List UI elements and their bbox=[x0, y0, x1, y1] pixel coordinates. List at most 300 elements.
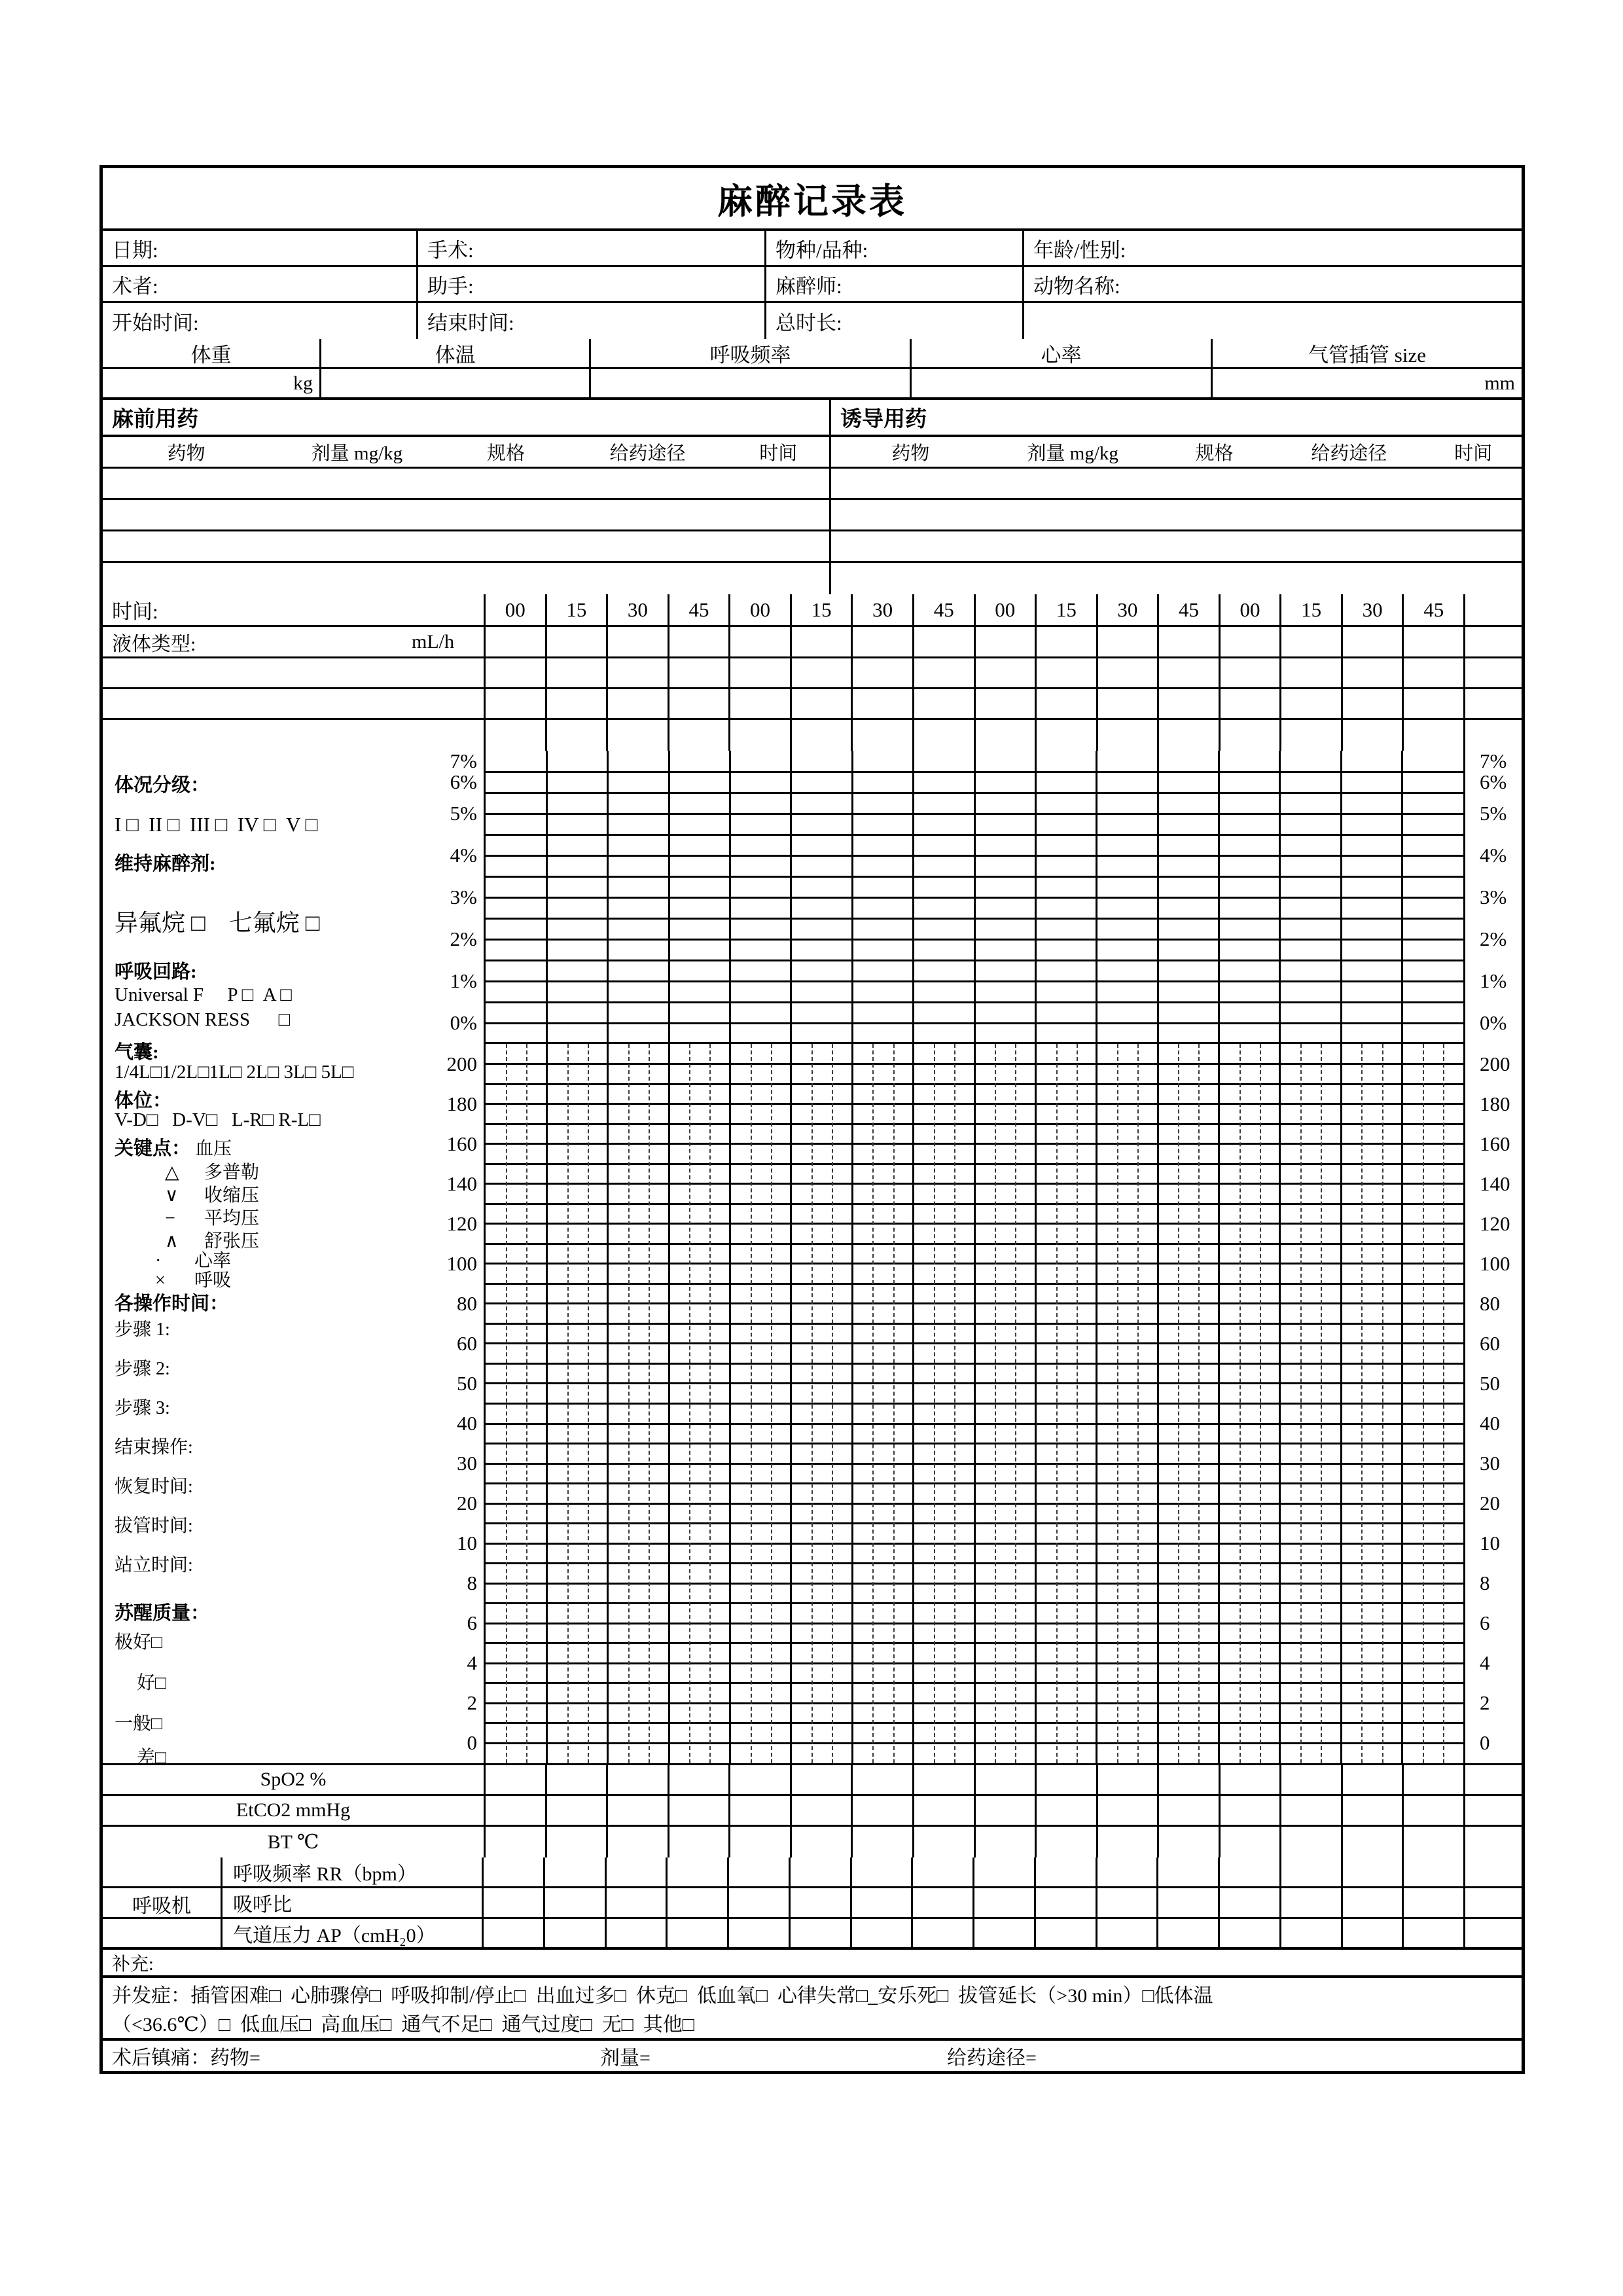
fluid-entry-cell[interactable] bbox=[1096, 627, 1158, 656]
monitor-entry-cell[interactable] bbox=[1463, 1765, 1522, 1794]
monitor-entry-cell[interactable] bbox=[1279, 1796, 1341, 1825]
fluid-entry-cell[interactable] bbox=[545, 689, 607, 718]
ventilator-entry-cell[interactable] bbox=[482, 1919, 543, 1947]
ventilator-entry-cell[interactable] bbox=[1463, 1919, 1522, 1947]
supplement-row[interactable] bbox=[103, 1950, 1522, 1978]
premed-entry-cell[interactable] bbox=[103, 469, 829, 498]
ventilator-entry-cell[interactable] bbox=[911, 1888, 972, 1917]
ventilator-entry-cell[interactable] bbox=[1218, 1888, 1279, 1917]
info-field[interactable]: 物种/品种: bbox=[764, 231, 1022, 265]
ventilator-entry-cell[interactable] bbox=[1096, 1857, 1157, 1886]
monitor-entry-cell[interactable] bbox=[1219, 1765, 1280, 1794]
grid-subline bbox=[689, 1044, 690, 1763]
ventilator-entry-cell[interactable] bbox=[789, 1857, 850, 1886]
monitor-entry-cell[interactable] bbox=[1279, 1765, 1341, 1794]
monitor-entry-cell[interactable] bbox=[1341, 1765, 1402, 1794]
ventilator-entry-cell[interactable] bbox=[789, 1888, 850, 1917]
sidebar-field-label: 步骤 2: bbox=[115, 1359, 170, 1379]
med-column-header: 剂量 mg/kg bbox=[311, 443, 403, 464]
ventilator-entry-cell[interactable] bbox=[1341, 1919, 1402, 1947]
info-field[interactable]: 助手: bbox=[416, 267, 764, 301]
fluid-entry-cell[interactable] bbox=[1096, 720, 1158, 751]
monitor-entry-cell[interactable] bbox=[1279, 1827, 1341, 1857]
premed-entry-cell[interactable] bbox=[103, 563, 829, 594]
fluid-entry-cell[interactable] bbox=[974, 689, 1035, 718]
sidebar-checkbox-row[interactable]: JACKSON RESS □ bbox=[115, 1009, 291, 1030]
axis-tick-label: 2 bbox=[467, 1691, 477, 1715]
monitor-entry-cell[interactable] bbox=[974, 1827, 1035, 1857]
grid-subline bbox=[1260, 1044, 1261, 1763]
complications-line2: （<36.6℃）□ 低血压□ 高血压□ 通气不足□ 通气过度□ 无□ 其他□ bbox=[112, 2014, 694, 2036]
fluid-entry-cell[interactable] bbox=[1035, 627, 1096, 656]
tube-size-entry-cell[interactable]: mm bbox=[1211, 369, 1522, 397]
postop-drug-label: 术后镇痛：药物= bbox=[112, 2047, 260, 2069]
complications-row[interactable] bbox=[103, 1978, 1522, 2041]
complications-line1: 并发症：插管困难□ 心肺骤停□ 呼吸抑制/停止□ 出血过多□ 休克□ 低血氧□ 心律失常□_安乐死□ 拔管延长（>30 min）□低体温 bbox=[112, 1985, 1213, 2007]
monitor-row-label: BT ℃ bbox=[267, 1831, 319, 1853]
monitor-entry-cell[interactable] bbox=[1157, 1765, 1219, 1794]
sidebar-heading: 体位： bbox=[115, 1090, 172, 1111]
vital-signs-grid[interactable] bbox=[484, 1044, 1465, 1763]
vitals-header: 气管插管 size bbox=[1211, 339, 1522, 367]
fluid-entry-cell[interactable] bbox=[1157, 627, 1219, 656]
fluid-entry-cell[interactable] bbox=[790, 689, 851, 718]
time-tick: 30 bbox=[851, 594, 912, 625]
monitor-entry-cell[interactable] bbox=[851, 1765, 912, 1794]
legend-symbol-icon: ∧ bbox=[165, 1231, 179, 1251]
fluid-entry-cell[interactable] bbox=[974, 658, 1035, 687]
med-column-header: 规格 bbox=[487, 443, 526, 464]
induction-entry-cell[interactable] bbox=[829, 469, 1522, 498]
ventilator-entry-cell[interactable] bbox=[1218, 1857, 1279, 1886]
chart-left-scales bbox=[103, 751, 484, 1763]
info-field[interactable]: 日期: bbox=[112, 238, 158, 262]
fluid-entry-cell[interactable] bbox=[1402, 720, 1463, 751]
info-field[interactable]: 总时长: bbox=[764, 303, 1022, 339]
monitor-entry-cell[interactable] bbox=[1219, 1796, 1280, 1825]
fluid-entry-cell[interactable] bbox=[1463, 658, 1522, 687]
sidebar-checkbox-row[interactable]: 1/4L□1/2L□1L□ 2L□ 3L□ 5L□ bbox=[115, 1062, 354, 1083]
fluid-entry-cell[interactable] bbox=[790, 658, 851, 687]
ventilator-entry-cell[interactable] bbox=[1279, 1857, 1341, 1886]
fluid-entry-cell[interactable] bbox=[728, 720, 790, 751]
monitor-entry-cell[interactable] bbox=[668, 1765, 729, 1794]
ventilator-entry-cell[interactable] bbox=[1034, 1919, 1096, 1947]
monitor-entry-cell[interactable] bbox=[912, 1796, 974, 1825]
info-row bbox=[103, 231, 1522, 267]
med-column-header: 规格 bbox=[1195, 443, 1234, 464]
grid-subline bbox=[1015, 1044, 1016, 1763]
fluid-entry-cell[interactable] bbox=[1157, 658, 1219, 687]
ventilator-entry-cell[interactable] bbox=[1341, 1857, 1402, 1886]
ventilator-entry-cell[interactable] bbox=[789, 1919, 850, 1947]
sidebar-checkbox-row[interactable]: Universal F P □ A □ bbox=[115, 984, 292, 1005]
grid-line bbox=[607, 1044, 609, 1763]
axis-tick-label: 120 bbox=[1480, 1211, 1510, 1235]
fluid-entry-cell[interactable] bbox=[912, 689, 974, 718]
sidebar-field-label: ∧ 舒张压 bbox=[165, 1231, 260, 1251]
monitor-entry-cell[interactable] bbox=[1157, 1796, 1219, 1825]
grid-line bbox=[1096, 751, 1097, 1042]
monitor-entry-cell[interactable] bbox=[1463, 1796, 1522, 1825]
vitals-header: 心率 bbox=[910, 339, 1211, 367]
vitals-entry-cell[interactable] bbox=[319, 369, 589, 397]
fluid-entry-cell[interactable] bbox=[606, 658, 668, 687]
monitor-entry-cell[interactable] bbox=[545, 1765, 607, 1794]
fluid-entry-cell[interactable] bbox=[1279, 689, 1341, 718]
grid-line bbox=[1279, 1044, 1281, 1763]
ventilator-entry-cell[interactable] bbox=[972, 1888, 1034, 1917]
monitor-entry-cell[interactable] bbox=[1157, 1827, 1219, 1857]
fluid-entry-cell[interactable] bbox=[668, 720, 729, 751]
sidebar-checkbox-row[interactable]: 好□ bbox=[137, 1673, 166, 1693]
fluid-entry-cell[interactable] bbox=[545, 720, 607, 751]
ventilator-entry-cell[interactable] bbox=[666, 1888, 727, 1917]
ventilator-entry-cell[interactable] bbox=[1463, 1857, 1522, 1886]
monitor-entry-cell[interactable] bbox=[606, 1765, 668, 1794]
sidebar-checkbox-row[interactable]: 异氟烷 □ 七氟烷 □ bbox=[115, 910, 320, 936]
ventilator-entry-cell[interactable] bbox=[1034, 1888, 1096, 1917]
grid-line bbox=[974, 751, 976, 1042]
ventilator-param-label: 呼吸频率 RR（bpm） bbox=[221, 1857, 482, 1886]
ventilator-entry-cell[interactable] bbox=[1096, 1919, 1157, 1947]
postop-route-label: 给药途径= bbox=[947, 2047, 1037, 2069]
sidebar-heading: 呼吸回路: bbox=[115, 961, 197, 982]
ventilator-entry-cell[interactable] bbox=[543, 1919, 605, 1947]
vitals-entry-cell[interactable] bbox=[910, 369, 1211, 397]
grid-subline bbox=[954, 1044, 955, 1763]
fluid-entry-cell[interactable] bbox=[851, 689, 912, 718]
monitor-entry-cell[interactable] bbox=[790, 1827, 851, 1857]
ventilator-entry-cell[interactable] bbox=[850, 1919, 912, 1947]
grid-line bbox=[912, 1044, 914, 1763]
monitor-entry-cell[interactable] bbox=[484, 1796, 545, 1825]
medication-entry-row bbox=[103, 500, 1522, 531]
ventilator-label: 呼吸机 bbox=[132, 1895, 191, 1917]
fluid-entry-cell[interactable] bbox=[790, 627, 851, 656]
fluid-entry-cell[interactable] bbox=[1402, 627, 1463, 656]
fluid-entry-cell[interactable] bbox=[1279, 720, 1341, 751]
induction-columns bbox=[829, 437, 1522, 467]
induction-entry-cell[interactable] bbox=[829, 531, 1522, 561]
monitor-entry-cell[interactable] bbox=[974, 1796, 1035, 1825]
anesthetic-percent-grid[interactable] bbox=[484, 751, 1465, 1044]
fluid-entry-cell[interactable] bbox=[728, 689, 790, 718]
fluid-entry-cell[interactable] bbox=[1035, 720, 1096, 751]
fluid-entry-cell[interactable] bbox=[1219, 689, 1280, 718]
fluid-entry-cell[interactable] bbox=[1341, 689, 1402, 718]
grid-subline bbox=[709, 1044, 711, 1763]
ventilator-entry-cell[interactable] bbox=[850, 1857, 912, 1886]
ventilator-entry-cell[interactable] bbox=[1341, 1888, 1402, 1917]
fluid-entry-cell[interactable] bbox=[851, 720, 912, 751]
sidebar-checkbox-row[interactable]: 极好□ bbox=[115, 1632, 162, 1653]
ventilator-entry-cell[interactable] bbox=[666, 1857, 727, 1886]
monitor-entry-cell[interactable] bbox=[1035, 1765, 1096, 1794]
fluid-entry-cell[interactable] bbox=[1463, 720, 1522, 751]
grid-line bbox=[912, 751, 914, 1042]
fluid-entry-cell[interactable] bbox=[1341, 627, 1402, 656]
ventilator-entry-cell[interactable] bbox=[1279, 1888, 1341, 1917]
ventilator-entry-cell[interactable] bbox=[911, 1857, 972, 1886]
fluid-entry-cell[interactable] bbox=[851, 627, 912, 656]
ventilator-entry-cell[interactable] bbox=[727, 1919, 789, 1947]
ventilator-entry-cell[interactable] bbox=[972, 1857, 1034, 1886]
monitor-entry-cell[interactable] bbox=[545, 1827, 607, 1857]
fluid-entry-cell[interactable] bbox=[1157, 720, 1219, 751]
fluid-entry-cell[interactable] bbox=[606, 720, 668, 751]
info-field[interactable]: 手术: bbox=[416, 231, 764, 265]
fluid-entry-cell[interactable] bbox=[484, 720, 545, 751]
ventilator-entry-cell[interactable] bbox=[605, 1857, 666, 1886]
sidebar-checkbox-row[interactable]: 一般□ bbox=[115, 1713, 162, 1734]
fluid-entry-cell[interactable] bbox=[1402, 689, 1463, 718]
info-field[interactable] bbox=[1022, 303, 1522, 339]
axis-tick-label: 6 bbox=[467, 1611, 477, 1635]
medication-entry-rows bbox=[103, 469, 1522, 594]
fluid-entry-cell[interactable] bbox=[1096, 689, 1158, 718]
axis-tick-label: 20 bbox=[457, 1492, 477, 1515]
fluid-entry-cell[interactable] bbox=[851, 658, 912, 687]
sidebar-field-label: × 呼吸 bbox=[155, 1270, 232, 1291]
ventilator-entry-cell[interactable] bbox=[482, 1888, 543, 1917]
grid-line bbox=[1340, 751, 1342, 1042]
fluid-entry-cell[interactable] bbox=[484, 689, 545, 718]
axis-tick-label: 1% bbox=[1480, 969, 1507, 992]
monitor-entry-cell[interactable] bbox=[728, 1765, 790, 1794]
sidebar-checkbox-row[interactable]: I □ II □ III □ IV □ V □ bbox=[115, 813, 318, 836]
ventilator-entry-cell[interactable] bbox=[605, 1919, 666, 1947]
fluid-entry-cell[interactable] bbox=[606, 627, 668, 656]
fluid-entry-cell[interactable] bbox=[912, 720, 974, 751]
monitor-entry-cell[interactable] bbox=[1402, 1827, 1463, 1857]
medication-entry-row bbox=[103, 469, 1522, 500]
grid-line bbox=[607, 751, 609, 1042]
axis-tick-label: 0% bbox=[450, 1011, 477, 1034]
fluid-entry-cell[interactable] bbox=[668, 689, 729, 718]
axis-tick-label: 180 bbox=[1480, 1092, 1510, 1115]
info-field[interactable]: 结束时间: bbox=[416, 303, 764, 339]
axis-tick-label: 200 bbox=[1480, 1052, 1510, 1075]
vitals-header: 呼吸频率 bbox=[589, 339, 910, 367]
fluid-entry-cell[interactable] bbox=[974, 627, 1035, 656]
grid-subline bbox=[506, 1044, 507, 1763]
ventilator-entry-cell[interactable] bbox=[543, 1888, 605, 1917]
ventilator-entry-cell[interactable] bbox=[482, 1857, 543, 1886]
axis-tick-label: 0% bbox=[1480, 1011, 1507, 1034]
weight-entry-cell[interactable]: kg bbox=[293, 372, 313, 394]
fluid-entry-cell[interactable] bbox=[1279, 627, 1341, 656]
axis-tick-label: 100 bbox=[1480, 1251, 1510, 1275]
info-field[interactable]: 术者: bbox=[112, 274, 158, 298]
induction-entry-cell[interactable] bbox=[829, 500, 1522, 529]
medication-entry-row bbox=[103, 563, 1522, 594]
axis-tick-label: 60 bbox=[457, 1331, 477, 1355]
grid-line bbox=[851, 1044, 853, 1763]
med-column-header: 给药途径 bbox=[609, 443, 686, 464]
monitor-entry-cell[interactable] bbox=[912, 1827, 974, 1857]
fluid-entry-cell[interactable] bbox=[728, 658, 790, 687]
sidebar-field-label: 步骤 1: bbox=[115, 1319, 170, 1340]
med-column-header: 时间 bbox=[1454, 443, 1493, 464]
fluid-entry-cell[interactable] bbox=[668, 627, 729, 656]
ventilator-entry-cell[interactable] bbox=[1156, 1888, 1218, 1917]
fluid-row-label-cell[interactable] bbox=[103, 689, 484, 718]
med-column-header: 药物 bbox=[891, 443, 930, 464]
ventilator-entry-cell[interactable] bbox=[1463, 1888, 1522, 1917]
fluid-entry-cell[interactable] bbox=[1157, 689, 1219, 718]
time-tick: 45 bbox=[1402, 594, 1463, 625]
induction-entry-cell[interactable] bbox=[829, 563, 1522, 594]
monitor-entry-cell[interactable] bbox=[728, 1796, 790, 1825]
sidebar-heading: 气囊: bbox=[115, 1042, 159, 1063]
ventilator-entry-cell[interactable] bbox=[972, 1919, 1034, 1947]
axis-tick-label: 50 bbox=[1480, 1371, 1500, 1395]
axis-tick-label: 3% bbox=[450, 886, 477, 908]
monitor-entry-cell[interactable] bbox=[1402, 1796, 1463, 1825]
sidebar-field-label: 站立时间: bbox=[115, 1555, 193, 1575]
monitor-entry-cell[interactable] bbox=[668, 1827, 729, 1857]
monitor-entry-cell[interactable] bbox=[790, 1765, 851, 1794]
postop-analgesia-row[interactable] bbox=[103, 2041, 1522, 2071]
fluid-entry-cell[interactable] bbox=[1219, 658, 1280, 687]
legend-symbol-icon: − bbox=[165, 1208, 175, 1229]
monitor-entry-cell[interactable] bbox=[545, 1796, 607, 1825]
axis-tick-label: 160 bbox=[1480, 1132, 1510, 1155]
ventilator-entry-cell[interactable] bbox=[1156, 1857, 1218, 1886]
monitor-entry-cell[interactable] bbox=[974, 1765, 1035, 1794]
fluid-entry-cell[interactable] bbox=[1402, 658, 1463, 687]
ventilator-entry-cell[interactable] bbox=[1279, 1919, 1341, 1947]
monitor-entry-cell[interactable] bbox=[1035, 1796, 1096, 1825]
fluid-entry-cell[interactable] bbox=[545, 627, 607, 656]
axis-tick-label: 140 bbox=[446, 1172, 477, 1195]
sidebar-heading: 各操作时间： bbox=[115, 1293, 229, 1314]
fluid-row-label-cell[interactable] bbox=[103, 658, 484, 687]
grid-line bbox=[1096, 1044, 1097, 1763]
fluid-row-label-cell[interactable] bbox=[103, 720, 484, 751]
axis-tick-label: 7% bbox=[450, 749, 477, 772]
premed-entry-cell[interactable] bbox=[103, 531, 829, 561]
info-field[interactable]: 开始时间: bbox=[112, 312, 199, 334]
sidebar-checkbox-row[interactable]: V-D□ D-V□ L-R□ R-L□ bbox=[115, 1109, 321, 1130]
grid-subline bbox=[1240, 1044, 1241, 1763]
fluid-entry-cell[interactable] bbox=[728, 627, 790, 656]
ventilator-entry-cell[interactable] bbox=[1096, 1888, 1157, 1917]
monitor-entry-cell[interactable] bbox=[668, 1796, 729, 1825]
fluid-entry-cell[interactable] bbox=[1341, 720, 1402, 751]
axis-tick-label: 1% bbox=[450, 969, 477, 992]
vitals-header-row bbox=[103, 339, 1522, 369]
axis-tick-label: 4 bbox=[1480, 1651, 1490, 1675]
ventilator-entry-cell[interactable] bbox=[666, 1919, 727, 1947]
ventilator-entry-cell[interactable] bbox=[1402, 1888, 1463, 1917]
monitor-entry-cell[interactable] bbox=[851, 1827, 912, 1857]
vitals-entry-cell[interactable] bbox=[589, 369, 910, 397]
monitor-entry-cell[interactable] bbox=[1341, 1796, 1402, 1825]
axis-tick-label: 6 bbox=[1480, 1611, 1490, 1635]
fluid-entry-cell[interactable] bbox=[790, 720, 851, 751]
monitor-entry-cell[interactable] bbox=[484, 1827, 545, 1857]
fluid-entry-cell[interactable] bbox=[545, 658, 607, 687]
monitor-entry-cell[interactable] bbox=[1402, 1765, 1463, 1794]
monitor-entry-cell[interactable] bbox=[1096, 1827, 1158, 1857]
ventilator-entry-cell[interactable] bbox=[543, 1857, 605, 1886]
fluid-entry-cell[interactable] bbox=[974, 720, 1035, 751]
fluid-entry-cell[interactable] bbox=[1035, 689, 1096, 718]
monitor-entry-cell[interactable] bbox=[606, 1796, 668, 1825]
fluid-entry-cell[interactable] bbox=[1096, 658, 1158, 687]
ventilator-entry-cell[interactable] bbox=[850, 1888, 912, 1917]
fluid-entry-cell[interactable] bbox=[606, 689, 668, 718]
fluid-entry-cell[interactable] bbox=[1279, 658, 1341, 687]
ventilator-entry-cell[interactable] bbox=[1402, 1919, 1463, 1947]
info-field[interactable]: 动物名称: bbox=[1022, 267, 1522, 301]
fluid-entry-cell[interactable] bbox=[668, 658, 729, 687]
fluid-entry-cell[interactable] bbox=[1219, 720, 1280, 751]
fluid-entry-cell[interactable] bbox=[1463, 627, 1522, 656]
monitor-entry-cell[interactable] bbox=[484, 1765, 545, 1794]
fluid-entry-cell[interactable] bbox=[484, 627, 545, 656]
sidebar-field-label: 步骤 3: bbox=[115, 1398, 170, 1418]
ventilator-entry-cell[interactable] bbox=[727, 1888, 789, 1917]
fluid-entry-cell[interactable] bbox=[912, 627, 974, 656]
fluid-entry-cell[interactable] bbox=[484, 658, 545, 687]
ventilator-entry-cell[interactable] bbox=[911, 1919, 972, 1947]
monitor-entry-cell[interactable] bbox=[1463, 1827, 1522, 1857]
fluid-entry-rows bbox=[103, 658, 1522, 751]
ventilator-entry-cell[interactable] bbox=[605, 1888, 666, 1917]
info-field[interactable]: 年龄/性别: bbox=[1022, 231, 1522, 265]
grid-subline bbox=[1056, 1044, 1058, 1763]
fluid-entry-cell[interactable] bbox=[1463, 689, 1522, 718]
sidebar-field-label: 恢复时间: bbox=[115, 1477, 193, 1497]
sidebar-field-label: ∨ 收缩压 bbox=[165, 1185, 260, 1206]
sidebar-field-label: 结束操作: bbox=[115, 1437, 193, 1458]
monitor-entry-cell[interactable] bbox=[912, 1765, 974, 1794]
fluid-entry-cell[interactable] bbox=[1035, 658, 1096, 687]
axis-tick-label: 30 bbox=[1480, 1452, 1500, 1475]
monitor-entry-cell[interactable] bbox=[1096, 1765, 1158, 1794]
ventilator-entry-cell[interactable] bbox=[1034, 1857, 1096, 1886]
ventilator-entry-cell[interactable] bbox=[1156, 1919, 1218, 1947]
fluid-entry-cell[interactable] bbox=[1219, 627, 1280, 656]
monitor-entry-cell[interactable] bbox=[606, 1827, 668, 1857]
grid-subline bbox=[1443, 1044, 1444, 1763]
monitor-row-label: EtCO2 mmHg bbox=[236, 1799, 351, 1821]
fluid-entry-cell[interactable] bbox=[912, 658, 974, 687]
premed-entry-cell[interactable] bbox=[103, 500, 829, 529]
sidebar-checkbox-row[interactable]: 差□ bbox=[137, 1748, 166, 1768]
monitor-entry-cell[interactable] bbox=[790, 1796, 851, 1825]
ventilator-entry-cell[interactable] bbox=[1402, 1857, 1463, 1886]
axis-tick-label: 10 bbox=[1480, 1532, 1500, 1555]
monitor-entry-cell[interactable] bbox=[1035, 1827, 1096, 1857]
axis-tick-label: 160 bbox=[446, 1132, 477, 1155]
monitor-entry-cell[interactable] bbox=[728, 1827, 790, 1857]
ventilator-entry-cell[interactable] bbox=[727, 1857, 789, 1886]
fluid-entry-cell[interactable] bbox=[1341, 658, 1402, 687]
ventilator-entry-cell[interactable] bbox=[1218, 1919, 1279, 1947]
monitor-entry-cell[interactable] bbox=[1219, 1827, 1280, 1857]
monitor-entry-cell[interactable] bbox=[1096, 1796, 1158, 1825]
grid-line bbox=[790, 1044, 792, 1763]
monitor-entry-cell[interactable] bbox=[1341, 1827, 1402, 1857]
info-field[interactable]: 麻醉师: bbox=[764, 267, 1022, 301]
grid-line bbox=[1218, 1044, 1220, 1763]
monitor-entry-cell[interactable] bbox=[851, 1796, 912, 1825]
time-tick: 15 bbox=[1279, 594, 1341, 625]
